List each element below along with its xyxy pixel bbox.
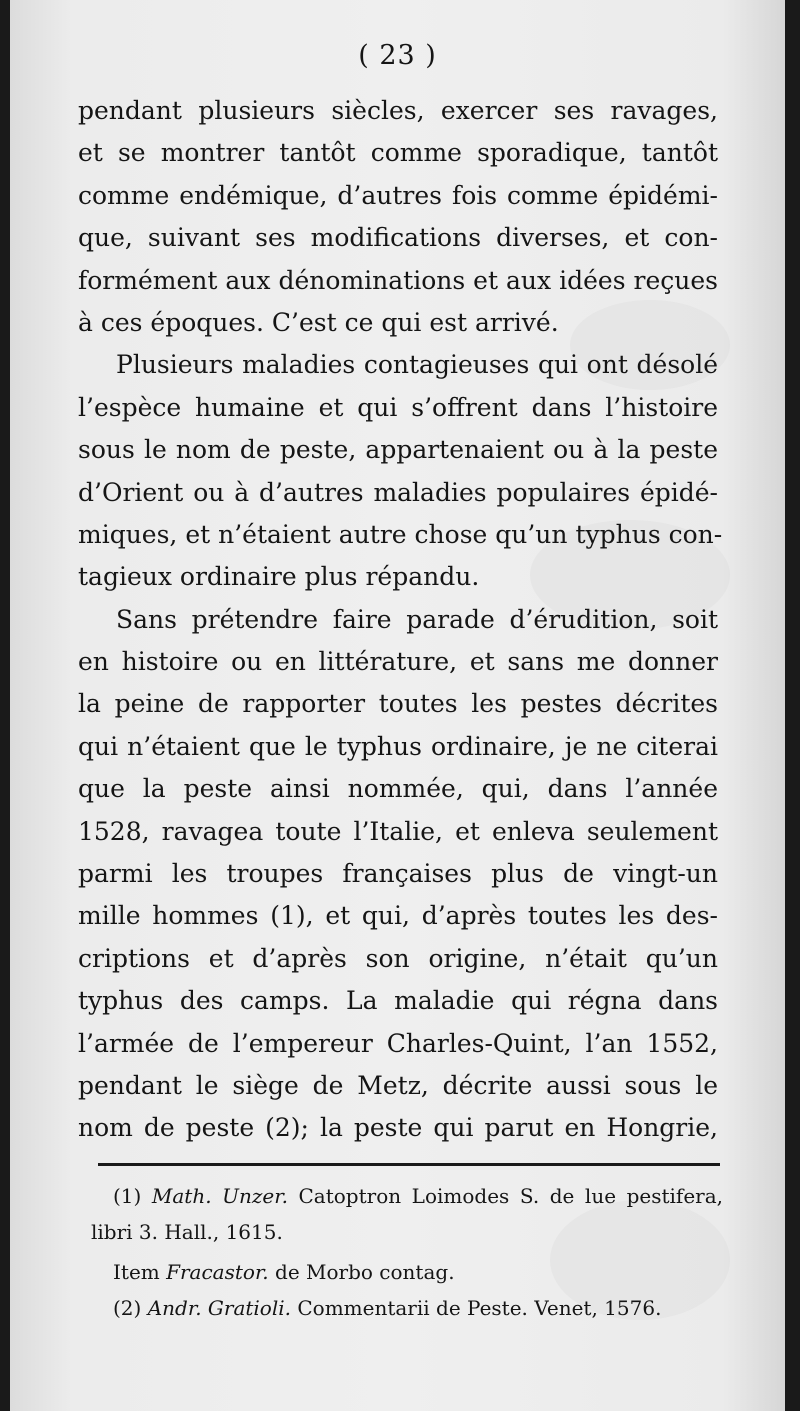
footnote-2 xyxy=(113,1290,723,1326)
text-line: et se montrer tantôt comme sporadique, tantôt xyxy=(78,138,718,168)
text-line: Sans prétendre faire parade d’érudition, soit xyxy=(116,604,718,634)
footnote-1-marker: (1) xyxy=(113,1184,142,1208)
text-line: l’espèce humaine et qui s’offrent dans l’histoire xyxy=(78,392,718,422)
body-text xyxy=(78,90,723,1150)
text-line: pendant le siège de Metz, décrite aussi sous le xyxy=(78,1070,718,1100)
text-line: criptions et d’après son origine, n’était qu’un xyxy=(78,943,718,973)
footnote-1-author: Math. Unzer. xyxy=(151,1184,288,1208)
text-line: en histoire ou en littérature, et sans me donner xyxy=(78,647,718,677)
footnotes xyxy=(91,1178,723,1326)
text-line: que la peste ainsi nommée, qui, dans l’année xyxy=(78,774,718,804)
text-line: parmi les troupes françaises plus de vingt-un xyxy=(78,859,718,889)
text-line: formément aux dénominations et aux idées reçues xyxy=(78,265,718,295)
text-line: Plusieurs maladies contagieuses qui ont désolé xyxy=(116,350,718,380)
footnote-1-title: Catoptron Loimodes S. de lue pestifera, xyxy=(298,1184,723,1208)
text-line: tagieux ordinaire plus répandu. xyxy=(78,562,480,592)
footnote-2-marker: (2) xyxy=(113,1296,142,1320)
page-number: ( 23 ) xyxy=(358,40,437,71)
text-line: typhus des camps. La maladie qui régna dans xyxy=(78,986,718,1016)
text-line: à ces époques. C’est ce qui est arrivé. xyxy=(78,307,559,337)
text-line: l’armée de l’empereur Charles-Quint, l’an 1552, xyxy=(78,1028,718,1058)
text-line: comme endémique, d’autres fois comme épidémi- xyxy=(78,180,718,210)
text-line: pendant plusieurs siècles, exercer ses ravages, xyxy=(78,96,718,125)
footnote-item-prefix: Item xyxy=(113,1260,160,1284)
text-line: la peine de rapporter toutes les pestes décrites xyxy=(78,689,718,719)
text-line: 1528, ravagea toute l’Italie, et enleva seulement xyxy=(78,816,718,846)
book-page xyxy=(10,0,785,1411)
text-line: sous le nom de peste, appartenaient ou à la peste xyxy=(78,435,718,465)
text-line: nom de peste (2); la peste qui parut en Hongrie, xyxy=(78,1113,718,1143)
footnote-2-title: Commentarii de Peste. Venet, 1576. xyxy=(297,1296,662,1320)
footnote-item-title: de Morbo contag. xyxy=(275,1260,455,1284)
text-line: qui n’étaient que le typhus ordinaire, je ne citerai xyxy=(78,731,718,761)
text-line: que, suivant ses modifications diverses, et con- xyxy=(78,223,718,253)
text-line: d’Orient ou à d’autres maladies populaires épidé- xyxy=(78,477,718,507)
footnote-1-continuation: libri 3. Hall., 1615. xyxy=(91,1220,283,1244)
footnote-item-author: Fracastor. xyxy=(166,1260,269,1284)
text-line: mille hommes (1), et qui, d’après toutes les des- xyxy=(78,901,718,931)
footnote-1-item xyxy=(113,1254,723,1290)
footnote-rule xyxy=(98,1163,720,1166)
text-line: miques, et n’étaient autre chose qu’un typhus con- xyxy=(78,519,723,549)
footnote-2-author: Andr. Gratioli. xyxy=(147,1296,291,1320)
footnote-1 xyxy=(113,1178,723,1214)
